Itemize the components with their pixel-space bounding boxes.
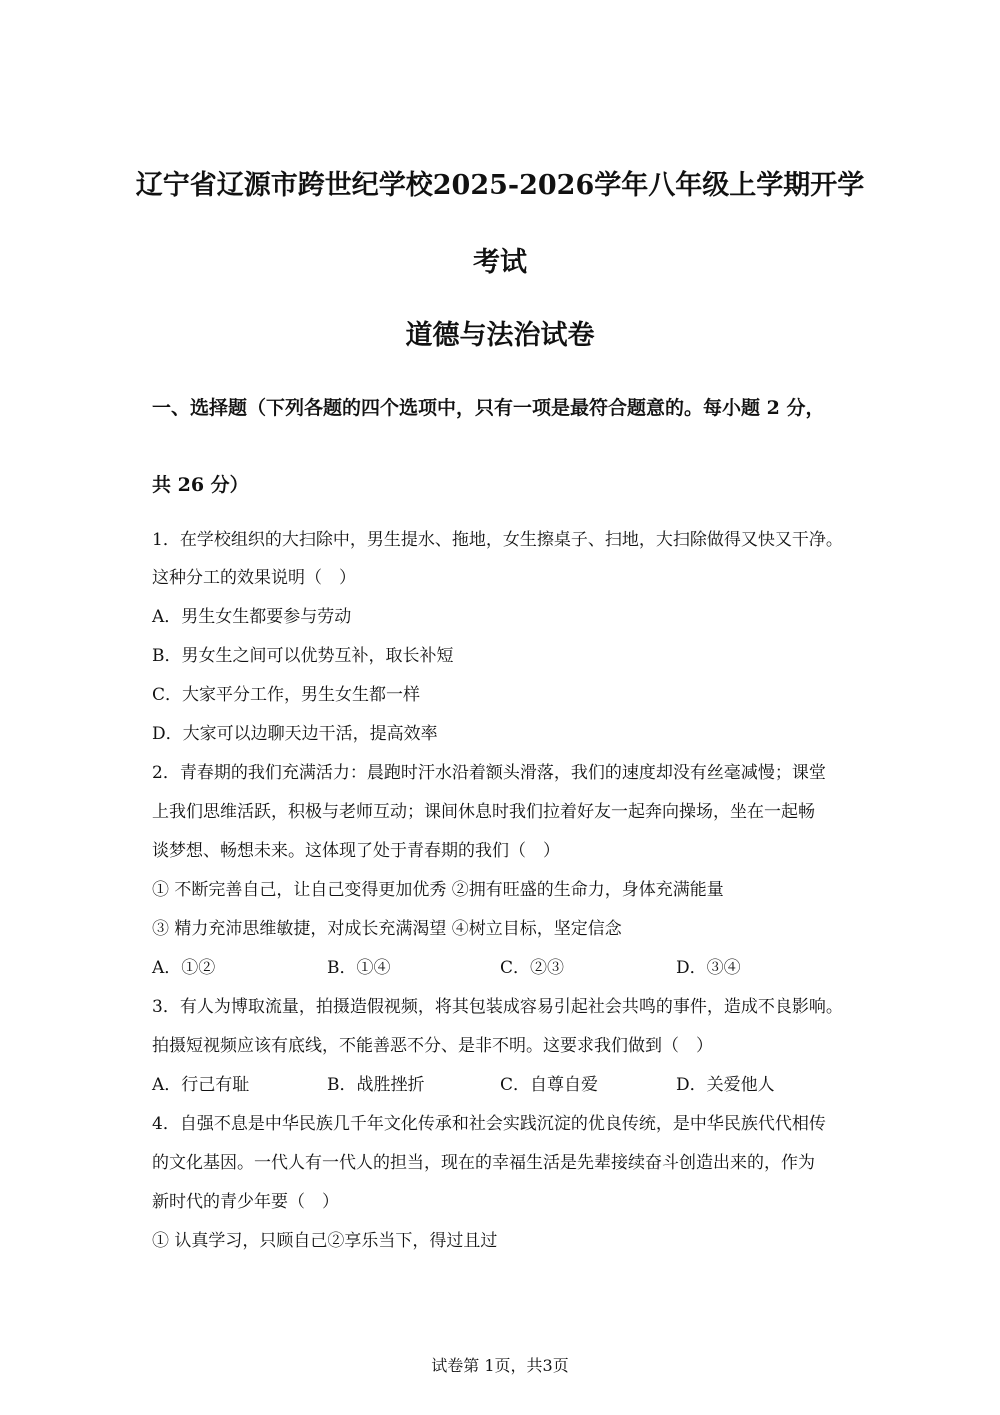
q3-option-a: A．行己有耻	[152, 1075, 250, 1095]
q1-stem-line2: 这种分工的效果说明（ ）	[152, 568, 356, 588]
q2-option-d: D．③④	[676, 958, 741, 978]
section-heading-line1: 一、选择题（下列各题的四个选项中，只有一项是最符合题意的。每小题 2 分，	[152, 397, 825, 419]
q3-option-c: C．自尊自爱	[500, 1075, 599, 1095]
q2-stem-line1: 2．青春期的我们充满活力：晨跑时汗水沿着额头滑落，我们的速度却没有丝毫减慢；课堂	[152, 763, 826, 783]
q3-option-d: D．关爱他人	[676, 1075, 775, 1095]
q2-option-c: C．②③	[500, 958, 565, 978]
q2-option-b: B．①④	[327, 958, 391, 978]
q4-stem-line2: 的文化基因。一代人有一代人的担当，现在的幸福生活是先辈接续奋斗创造出来的，作为	[152, 1153, 815, 1173]
exam-title-line1: 辽宁省辽源市跨世纪学校2025-2026学年八年级上学期开学	[135, 170, 865, 201]
q1-option-b: B．男女生之间可以优势互补，取长补短	[152, 646, 454, 666]
q1-option-a: A．男生女生都要参与劳动	[152, 607, 352, 627]
q4-stem-line1: 4．自强不息是中华民族几千年文化传承和社会实践沉淀的优良传统，是中华民族代代相传	[152, 1114, 826, 1134]
exam-title-line2: 考试	[473, 247, 527, 278]
q2-stem-line2: 上我们思维活跃，积极与老师互动；课间休息时我们拉着好友一起奔向操场，坐在一起畅	[152, 802, 815, 822]
q3-option-b: B．战胜挫折	[327, 1075, 425, 1095]
q1-option-d: D．大家可以边聊天边干活，提高效率	[152, 724, 438, 744]
q2-statements-line1: ① 不断完善自己，让自己变得更加优秀 ②拥有旺盛的生命力，身体充满能量	[152, 880, 724, 900]
exam-subject-title: 道德与法治试卷	[405, 320, 595, 351]
q2-option-a: A．①②	[152, 958, 216, 978]
q1-option-c: C．大家平分工作，男生女生都一样	[152, 685, 421, 705]
q4-stem-line3: 新时代的青少年要（ ）	[152, 1192, 339, 1212]
q3-stem-line1: 3．有人为博取流量，拍摄造假视频，将其包装成容易引起社会共鸣的事件，造成不良影响。	[152, 997, 843, 1017]
q4-statements-line1: ① 认真学习，只顾自己②享乐当下，得过且过	[152, 1231, 498, 1251]
q1-stem-line1: 1．在学校组织的大扫除中，男生提水、拖地，女生擦桌子、扫地，大扫除做得又快又干净。	[152, 530, 843, 550]
page-footer: 试卷第 1页，共3页	[431, 1356, 569, 1375]
section-heading-line2: 共 26 分）	[152, 474, 249, 496]
q2-statements-line2: ③ 精力充沛思维敏捷，对成长充满渴望 ④树立目标，坚定信念	[152, 919, 622, 939]
q2-stem-line3: 谈梦想、畅想未来。这体现了处于青春期的我们（ ）	[152, 841, 560, 861]
q3-stem-line2: 拍摄短视频应该有底线，不能善恶不分、是非不明。这要求我们做到（ ）	[152, 1036, 713, 1056]
